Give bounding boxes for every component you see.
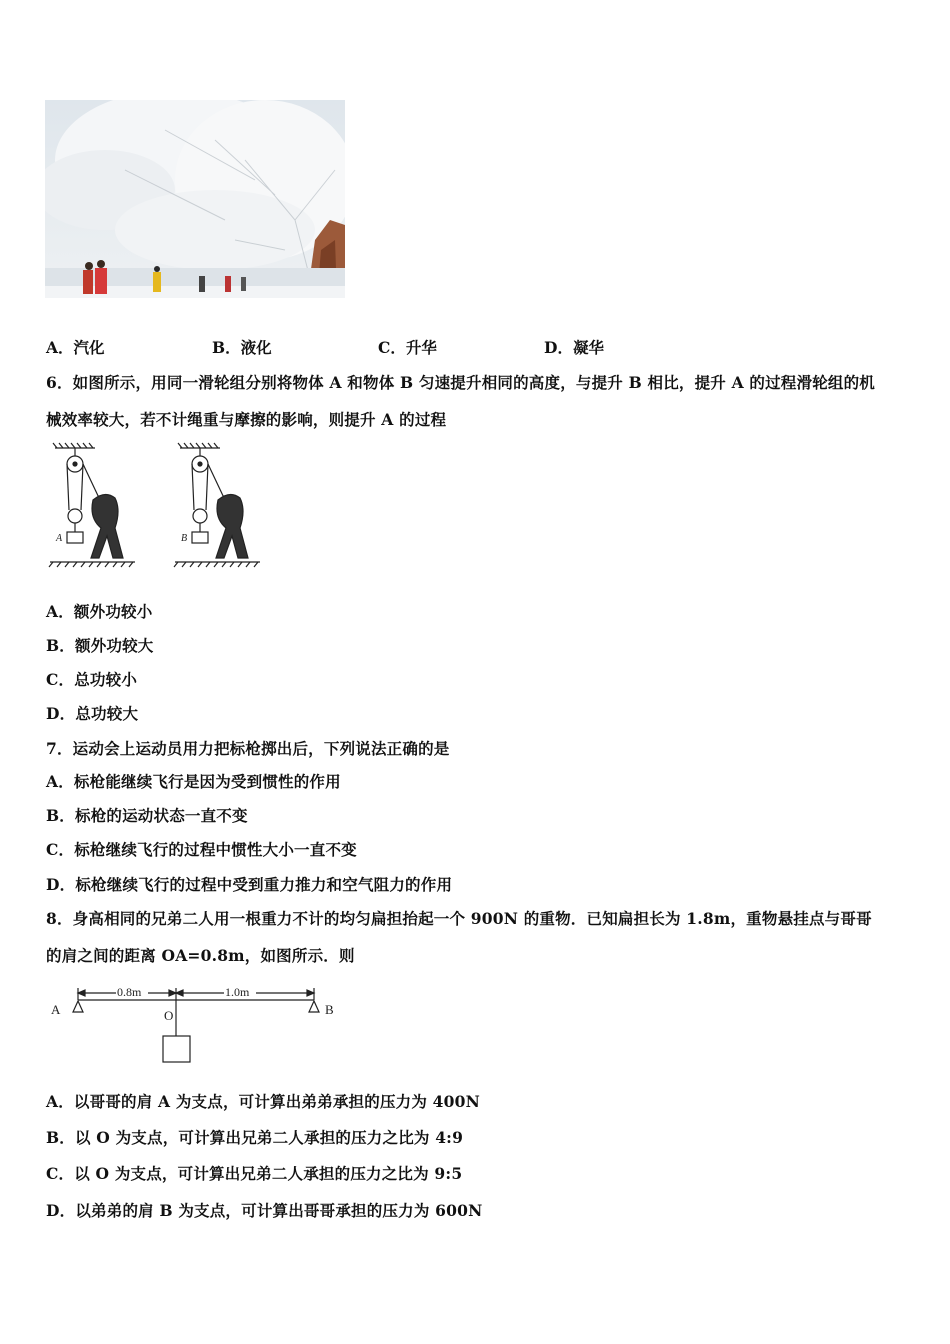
q6-option-d: D．总功较大 [46, 704, 139, 723]
q7-option-a: A．标枪能继续飞行是因为受到惯性的作用 [46, 772, 341, 791]
lever-figure [46, 980, 346, 1068]
rime-tree-illustration [45, 100, 345, 298]
q5-option-a: A．汽化 [46, 338, 105, 357]
q7-option-c: C．标枪继续飞行的过程中惯性大小一直不变 [46, 840, 357, 859]
q8-option-c: C．以 O 为支点，可计算出兄弟二人承担的压力之比为 9:5 [46, 1164, 463, 1183]
rime-tree-photo [45, 100, 345, 298]
q5-options [46, 336, 604, 358]
q8-stem-line1: 8．身高相同的兄弟二人用一根重力不计的均匀扁担抬起一个 900N 的重物．已知扁担长为 1.8m，重物悬挂点与哥哥 [46, 909, 872, 928]
q7-option-d: D．标枪继续飞行的过程中受到重力推力和空气阻力的作用 [46, 875, 453, 894]
q6-option-b: B．额外功较大 [46, 636, 154, 655]
q8-option-d: D．以弟弟的肩 B 为支点，可计算出哥哥承担的压力为 600N [46, 1201, 483, 1220]
q5-option-d: D．凝华 [544, 338, 604, 357]
q5-option-c: C．升华 [378, 338, 437, 357]
q8-option-a: A．以哥哥的肩 A 为支点，可计算出弟弟承担的压力为 400N [46, 1092, 480, 1111]
pulley-label-a: A [56, 533, 63, 544]
lever-dist-oa: 0.8m [117, 985, 142, 999]
lever-label-a: A [51, 1002, 61, 1017]
q6-stem-line1: 6．如图所示，用同一滑轮组分别将物体 A 和物体 B 匀速提升相同的高度，与提升 B 相比，提升 A 的过程滑轮组的机 [46, 373, 876, 392]
lever-label-o: O [164, 1008, 174, 1023]
lever-label-b: B [325, 1002, 334, 1017]
q6-stem-line2: 械效率较大，若不计绳重与摩擦的影响，则提升 A 的过程 [46, 410, 447, 429]
pulley-figure [45, 440, 270, 570]
q8-option-b: B．以 O 为支点，可计算出兄弟二人承担的压力之比为 4:9 [46, 1128, 464, 1147]
q7-stem: 7．运动会上运动员用力把标枪掷出后，下列说法正确的是 [46, 739, 450, 758]
q8-stem-line2: 的肩之间的距离 OA=0.8m，如图所示．则 [46, 946, 355, 965]
pulley-label-b: B [181, 533, 188, 544]
q6-option-c: C．总功较小 [46, 670, 138, 689]
pulley-diagram [45, 440, 270, 570]
q5-option-b: B．液化 [212, 338, 272, 357]
lever-dist-ob: 1.0m [225, 985, 250, 999]
q7-option-b: B．标枪的运动状态一直不变 [46, 806, 248, 825]
lever-diagram [46, 980, 346, 1068]
q6-option-a: A．额外功较小 [46, 602, 153, 621]
